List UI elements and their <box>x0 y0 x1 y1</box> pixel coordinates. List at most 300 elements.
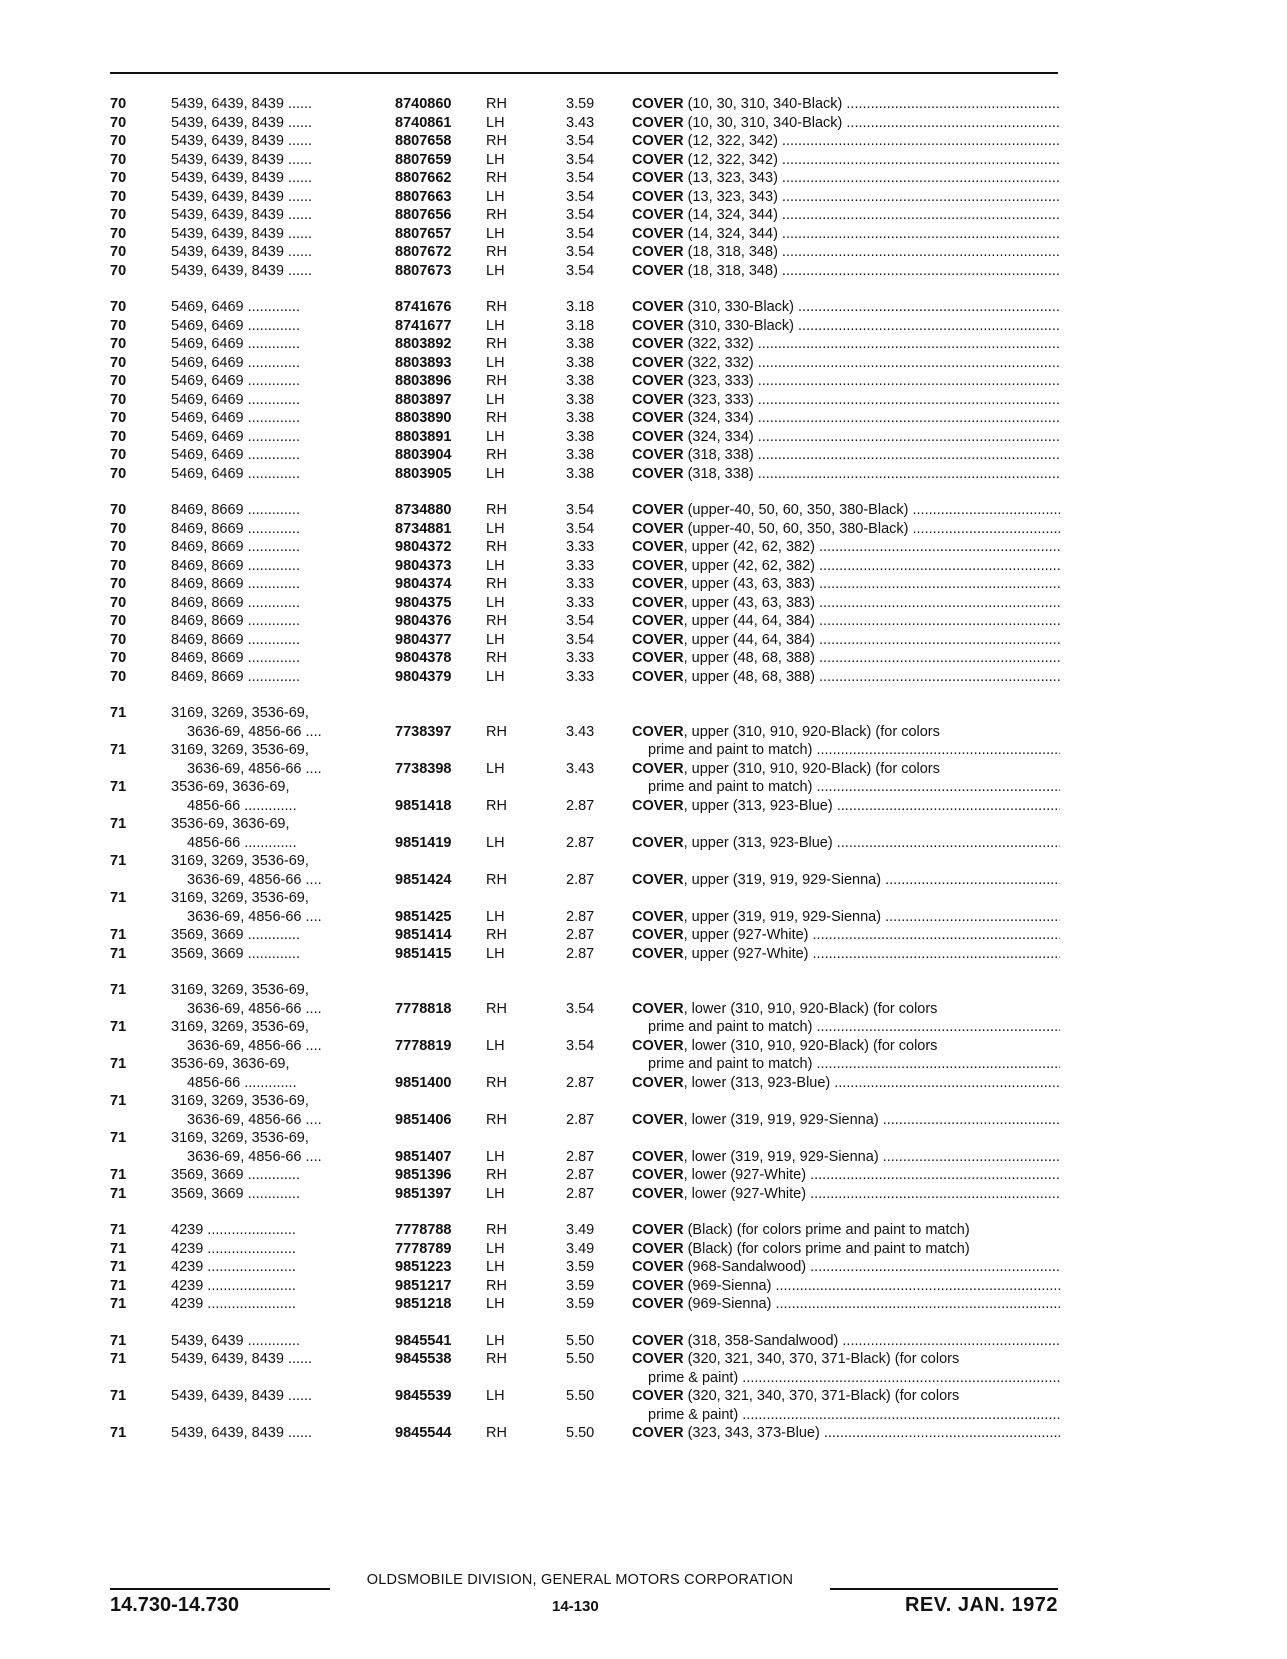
description-line-1 <box>632 207 1060 223</box>
side-indicator: RH <box>486 1425 507 1441</box>
part-number: 9851425 <box>395 908 452 925</box>
application-line-1: 5469, 6469 ............. <box>171 317 300 334</box>
description-line-2: prime and paint to match) ..... <box>632 741 1060 760</box>
item-name: COVER <box>632 797 684 814</box>
list-price: 3.49 <box>566 1222 595 1238</box>
description-line-1 <box>632 226 1060 242</box>
list-price: 2.87 <box>566 1148 595 1165</box>
description-line-1 <box>632 724 940 740</box>
part-row <box>0 409 1287 428</box>
side-indicator: LH <box>486 594 505 611</box>
list-price: 3.54 <box>566 225 595 242</box>
description-line-1 <box>632 1296 1060 1312</box>
item-name: COVER <box>632 1000 684 1017</box>
part-number: 9804372 <box>395 539 452 555</box>
side-indicator: RH <box>486 336 507 352</box>
group-number: 70 <box>110 539 127 555</box>
description-line-1 <box>632 558 1060 574</box>
item-name: COVER <box>632 1074 684 1091</box>
application-line-2: 3636-69, 4856-66 .... <box>187 1000 322 1017</box>
part-description <box>632 834 1060 853</box>
application-models <box>171 1277 396 1296</box>
description-line-1 <box>632 115 1060 131</box>
application-models <box>171 1387 396 1406</box>
description-text: (14, 324, 344) <box>683 207 778 223</box>
group-spacer <box>0 280 1287 298</box>
application-models <box>171 243 396 262</box>
application-models <box>171 1240 396 1259</box>
part-description <box>632 354 1060 373</box>
item-name: COVER <box>632 151 684 168</box>
list-price: 3.33 <box>566 539 595 555</box>
part-row <box>0 372 1287 391</box>
description-text: (10, 30, 310, 340-Black) <box>683 114 843 131</box>
description-line-1 <box>632 1241 970 1257</box>
item-name: COVER <box>632 1332 684 1349</box>
part-row <box>0 151 1287 170</box>
side-indicator: RH <box>486 539 507 555</box>
description-text: , lower (310, 910, 920-Black) (for colors <box>683 1037 938 1054</box>
part-description <box>632 1295 1060 1314</box>
group-number: 71 <box>110 1332 127 1349</box>
item-name: COVER <box>632 1222 684 1238</box>
description-text: (18, 318, 348) <box>683 262 778 279</box>
application-line-1: 5439, 6439 ............. <box>171 1332 300 1349</box>
list-price: 3.59 <box>566 96 595 112</box>
application-line-1: 3569, 3669 ............. <box>171 945 300 962</box>
part-row <box>0 926 1287 945</box>
application-models <box>171 852 396 889</box>
item-name: COVER <box>632 945 684 962</box>
part-number: 8734880 <box>395 502 452 518</box>
application-models <box>171 649 396 668</box>
part-description <box>632 262 1060 281</box>
side-indicator: LH <box>486 1240 505 1257</box>
item-name: COVER <box>632 1425 684 1441</box>
description-line-2: prime & paint) ..... <box>632 1406 1060 1425</box>
item-name: COVER <box>632 1277 684 1294</box>
part-row <box>0 354 1287 373</box>
part-number: 9804379 <box>395 668 452 685</box>
application-models <box>171 151 396 170</box>
group-number: 70 <box>110 465 127 482</box>
list-price: 3.38 <box>566 373 595 389</box>
application-line-2: 3636-69, 4856-66 .... <box>187 1111 322 1128</box>
description-text: , lower (319, 919, 929-Sienna) <box>683 1111 879 1128</box>
application-models <box>171 575 396 594</box>
group-number: 70 <box>110 502 127 518</box>
part-number: 9804377 <box>395 631 452 648</box>
description-text: , upper (319, 919, 929-Sienna) <box>683 908 882 925</box>
application-line-1: 8469, 8669 ............. <box>171 613 300 629</box>
item-name: COVER <box>632 1296 684 1312</box>
application-line-1: 5469, 6469 ............. <box>171 410 300 426</box>
description-line-1 <box>632 502 1060 518</box>
part-row <box>0 741 1287 795</box>
part-row <box>0 206 1287 225</box>
part-description <box>632 1148 1060 1167</box>
part-row <box>0 815 1287 852</box>
item-name: COVER <box>632 834 684 851</box>
application-models <box>171 225 396 244</box>
group-number: 70 <box>110 336 127 352</box>
group-number: 70 <box>110 244 127 260</box>
description-text: , lower (927-White) <box>683 1185 807 1202</box>
part-number: 8807662 <box>395 170 452 186</box>
description-line-2: prime and paint to match) ..... <box>632 778 1060 797</box>
description-line-1 <box>632 1001 937 1017</box>
part-row <box>0 557 1287 576</box>
part-description <box>632 1277 1060 1296</box>
side-indicator: RH <box>486 1222 507 1238</box>
part-description <box>632 391 1060 410</box>
side-indicator: LH <box>486 1037 505 1054</box>
item-name: COVER <box>632 908 684 925</box>
top-rule <box>110 72 1058 74</box>
description-text: (13, 323, 343) <box>683 188 778 205</box>
part-row <box>0 945 1287 964</box>
application-line-2: 3636-69, 4856-66 .... <box>187 760 322 777</box>
group-number: 70 <box>110 447 127 463</box>
list-price: 3.33 <box>566 594 595 611</box>
description-text: (upper-40, 50, 60, 350, 380-Black) <box>683 520 909 537</box>
description-text: (324, 334) <box>683 410 754 426</box>
footer-section-number: 14.730-14.730 <box>110 1594 240 1616</box>
application-models <box>171 1295 396 1314</box>
application-models <box>171 501 396 520</box>
application-line-2: 3636-69, 4856-66 .... <box>187 1148 322 1165</box>
side-indicator: LH <box>486 354 505 371</box>
group-number: 71 <box>110 1093 127 1109</box>
application-models <box>171 169 396 188</box>
application-models <box>171 372 396 391</box>
description-text: , lower (927-White) <box>683 1167 807 1183</box>
description-line-1 <box>632 1388 959 1404</box>
application-models <box>171 1129 396 1166</box>
part-number: 8803892 <box>395 336 452 352</box>
side-indicator: RH <box>486 1277 507 1294</box>
item-name: COVER <box>632 373 684 389</box>
item-name: COVER <box>632 410 684 426</box>
group-number: 71 <box>110 742 127 758</box>
description-line-1 <box>632 927 1060 943</box>
group-number: 70 <box>110 410 127 426</box>
part-row <box>0 520 1287 539</box>
description-line-2: prime and paint to match) ..... <box>632 1018 1060 1037</box>
part-row <box>0 262 1287 281</box>
application-line-1: 4239 ...................... <box>171 1259 296 1275</box>
part-number: 8741677 <box>395 317 452 334</box>
application-models <box>171 981 396 1018</box>
part-description <box>632 188 1060 207</box>
list-price: 3.33 <box>566 576 595 592</box>
part-row <box>0 243 1287 262</box>
group-number: 70 <box>110 557 127 574</box>
item-name: COVER <box>632 1185 684 1202</box>
description-line-1 <box>632 355 1060 371</box>
list-price: 3.54 <box>566 1037 595 1054</box>
part-number: 8741676 <box>395 299 452 315</box>
part-description <box>632 317 1060 336</box>
group-number: 70 <box>110 207 127 223</box>
part-description <box>632 372 1060 391</box>
description-text: (12, 322, 342) <box>683 151 778 168</box>
application-line-2: 4856-66 ............. <box>187 797 297 814</box>
application-models <box>171 114 396 133</box>
list-price: 3.54 <box>566 151 595 168</box>
item-name: COVER <box>632 576 684 592</box>
side-indicator: LH <box>486 631 505 648</box>
side-indicator: RH <box>486 133 507 149</box>
part-description <box>632 151 1060 170</box>
application-models <box>171 815 396 852</box>
part-number: 8803890 <box>395 410 452 426</box>
application-models <box>171 465 396 484</box>
description-line-1 <box>632 1112 1060 1128</box>
application-line-1: 5439, 6439, 8439 ...... <box>171 244 313 260</box>
side-indicator: LH <box>486 114 505 131</box>
part-number: 8803897 <box>395 391 452 408</box>
part-row <box>0 1185 1287 1204</box>
item-name: COVER <box>632 1388 684 1404</box>
part-number: 9845541 <box>395 1332 452 1349</box>
application-models <box>171 1332 396 1351</box>
description-line-1 <box>632 669 1060 685</box>
part-description <box>632 908 1060 927</box>
application-line-1: 3169, 3269, 3536-69, <box>171 853 309 869</box>
side-indicator: LH <box>486 188 505 205</box>
item-name: COVER <box>632 96 684 112</box>
item-name: COVER <box>632 871 684 888</box>
description-text: , lower (313, 923-Blue) <box>683 1074 831 1091</box>
description-line-1 <box>632 909 1060 925</box>
part-row <box>0 1092 1287 1129</box>
side-indicator: RH <box>486 1111 507 1128</box>
description-line-1 <box>632 96 1060 112</box>
list-price: 3.54 <box>566 502 595 518</box>
part-row <box>0 852 1287 889</box>
application-line-2: 3636-69, 4856-66 .... <box>187 871 322 888</box>
group-number: 71 <box>110 1185 127 1202</box>
description-line-1 <box>632 1278 1060 1294</box>
application-line-1: 5439, 6439, 8439 ...... <box>171 188 313 205</box>
description-line-1 <box>632 946 1060 962</box>
application-models <box>171 741 396 778</box>
part-row <box>0 1221 1287 1240</box>
item-name: COVER <box>632 668 684 685</box>
list-price: 2.87 <box>566 797 595 814</box>
part-number: 9851415 <box>395 945 452 962</box>
side-indicator: LH <box>486 262 505 279</box>
description-line-1 <box>632 761 940 777</box>
part-description <box>632 132 1060 151</box>
group-number: 70 <box>110 650 127 666</box>
part-description <box>632 206 1060 225</box>
application-models <box>171 298 396 317</box>
part-row <box>0 649 1287 668</box>
application-models <box>171 95 396 114</box>
item-name: COVER <box>632 391 684 408</box>
footer-rule-right <box>830 1588 1058 1590</box>
group-number: 71 <box>110 705 127 721</box>
part-row <box>0 114 1287 133</box>
description-line-1 <box>632 613 1060 629</box>
application-models <box>171 668 396 687</box>
application-models <box>171 1185 396 1204</box>
part-row <box>0 1129 1287 1166</box>
application-models <box>171 1166 396 1185</box>
list-price: 3.43 <box>566 114 595 131</box>
part-number: 9804375 <box>395 594 452 611</box>
description-line-1 <box>632 632 1060 648</box>
application-line-1: 5439, 6439, 8439 ...... <box>171 170 313 186</box>
list-price: 2.87 <box>566 927 595 943</box>
part-number: 9851406 <box>395 1111 452 1128</box>
description-line-1 <box>632 872 1060 888</box>
group-number: 70 <box>110 354 127 371</box>
part-number: 8740860 <box>395 96 452 112</box>
group-number: 70 <box>110 668 127 685</box>
description-text: , upper (44, 64, 384) <box>683 631 815 648</box>
application-models <box>171 428 396 447</box>
list-price: 3.54 <box>566 631 595 648</box>
list-price: 2.87 <box>566 834 595 851</box>
list-price: 2.87 <box>566 1185 595 1202</box>
part-row <box>0 575 1287 594</box>
application-line-1: 3169, 3269, 3536-69, <box>171 1019 309 1035</box>
part-description <box>632 446 1060 465</box>
side-indicator: RH <box>486 723 507 740</box>
application-line-1: 5469, 6469 ............. <box>171 391 300 408</box>
side-indicator: LH <box>486 557 505 574</box>
list-price: 2.87 <box>566 945 595 962</box>
item-name: COVER <box>632 723 684 740</box>
application-models <box>171 317 396 336</box>
item-name: COVER <box>632 262 684 279</box>
item-name: COVER <box>632 465 684 482</box>
part-row <box>0 95 1287 114</box>
part-description <box>632 612 1060 631</box>
application-line-1: 3169, 3269, 3536-69, <box>171 1093 309 1109</box>
list-price: 3.54 <box>566 1000 595 1017</box>
part-row <box>0 169 1287 188</box>
part-row <box>0 1387 1287 1424</box>
item-name: COVER <box>632 1351 684 1367</box>
group-number: 70 <box>110 225 127 242</box>
group-number: 71 <box>110 853 127 869</box>
group-number: 70 <box>110 631 127 648</box>
part-row <box>0 1018 1287 1072</box>
description-text: , upper (48, 68, 388) <box>683 668 815 685</box>
part-number: 8807658 <box>395 133 452 149</box>
part-row <box>0 391 1287 410</box>
part-row <box>0 446 1287 465</box>
list-price: 3.33 <box>566 557 595 574</box>
part-row <box>0 1295 1287 1314</box>
part-description <box>632 225 1060 244</box>
item-name: COVER <box>632 613 684 629</box>
application-models <box>171 538 396 557</box>
group-number: 71 <box>110 890 127 906</box>
application-line-1: 5439, 6439, 8439 ...... <box>171 114 313 131</box>
item-name: COVER <box>632 927 684 943</box>
side-indicator: LH <box>486 1259 505 1275</box>
list-price: 3.38 <box>566 428 595 445</box>
item-name: COVER <box>632 354 684 371</box>
group-number: 70 <box>110 317 127 334</box>
list-price: 3.54 <box>566 613 595 629</box>
item-name: COVER <box>632 170 684 186</box>
part-number: 7778788 <box>395 1222 452 1238</box>
application-line-1: 5439, 6439, 8439 ...... <box>171 1425 313 1441</box>
group-number: 71 <box>110 1130 127 1146</box>
group-number: 70 <box>110 373 127 389</box>
description-line-1 <box>632 1222 970 1238</box>
side-indicator: RH <box>486 613 507 629</box>
list-price: 3.38 <box>566 465 595 482</box>
part-description <box>632 520 1060 539</box>
part-number: 9851414 <box>395 927 452 943</box>
application-models <box>171 188 396 207</box>
description-text: (320, 321, 340, 370, 371-Black) (for colors <box>683 1388 960 1404</box>
part-number: 7738398 <box>395 760 452 777</box>
description-text: (12, 322, 342) <box>683 133 778 149</box>
item-name: COVER <box>632 299 684 315</box>
part-description <box>632 575 1060 594</box>
description-line-1 <box>632 835 1060 851</box>
item-name: COVER <box>632 1111 684 1128</box>
item-name: COVER <box>632 447 684 463</box>
part-description <box>632 95 1060 114</box>
part-description <box>632 649 1060 668</box>
description-text: (320, 321, 340, 370, 371-Black) (for colors <box>683 1351 960 1367</box>
group-number: 70 <box>110 613 127 629</box>
part-description <box>632 114 1060 133</box>
group-number: 71 <box>110 927 127 943</box>
part-number: 8807673 <box>395 262 452 279</box>
list-price: 3.38 <box>566 410 595 426</box>
part-number: 8807657 <box>395 225 452 242</box>
application-models <box>171 446 396 465</box>
application-line-1: 5439, 6439, 8439 ...... <box>171 1351 313 1367</box>
description-text: , upper (310, 910, 920-Black) (for colors <box>683 723 940 740</box>
list-price: 3.59 <box>566 1296 595 1312</box>
side-indicator: LH <box>486 317 505 334</box>
part-number: 9845544 <box>395 1425 452 1441</box>
side-indicator: RH <box>486 1000 507 1017</box>
group-number: 71 <box>110 1222 127 1238</box>
part-description <box>632 945 1060 964</box>
group-number: 71 <box>110 1167 127 1183</box>
description-text: (969-Sienna) <box>683 1277 772 1294</box>
application-models <box>171 704 396 741</box>
part-description <box>632 631 1060 650</box>
description-text: (323, 343, 373-Blue) <box>683 1425 820 1441</box>
part-number: 8807659 <box>395 151 452 168</box>
group-spacer <box>0 686 1287 704</box>
description-line-1 <box>632 539 1060 555</box>
side-indicator: LH <box>486 760 505 777</box>
part-description <box>632 298 1060 317</box>
application-models <box>171 391 396 410</box>
part-number: 9804378 <box>395 650 452 666</box>
group-number: 71 <box>110 1259 127 1275</box>
application-line-1: 5439, 6439, 8439 ...... <box>171 262 313 279</box>
group-number: 71 <box>110 779 127 795</box>
list-price: 2.87 <box>566 908 595 925</box>
list-price: 5.50 <box>566 1351 595 1367</box>
application-line-1: 3536-69, 3636-69, <box>171 779 290 795</box>
